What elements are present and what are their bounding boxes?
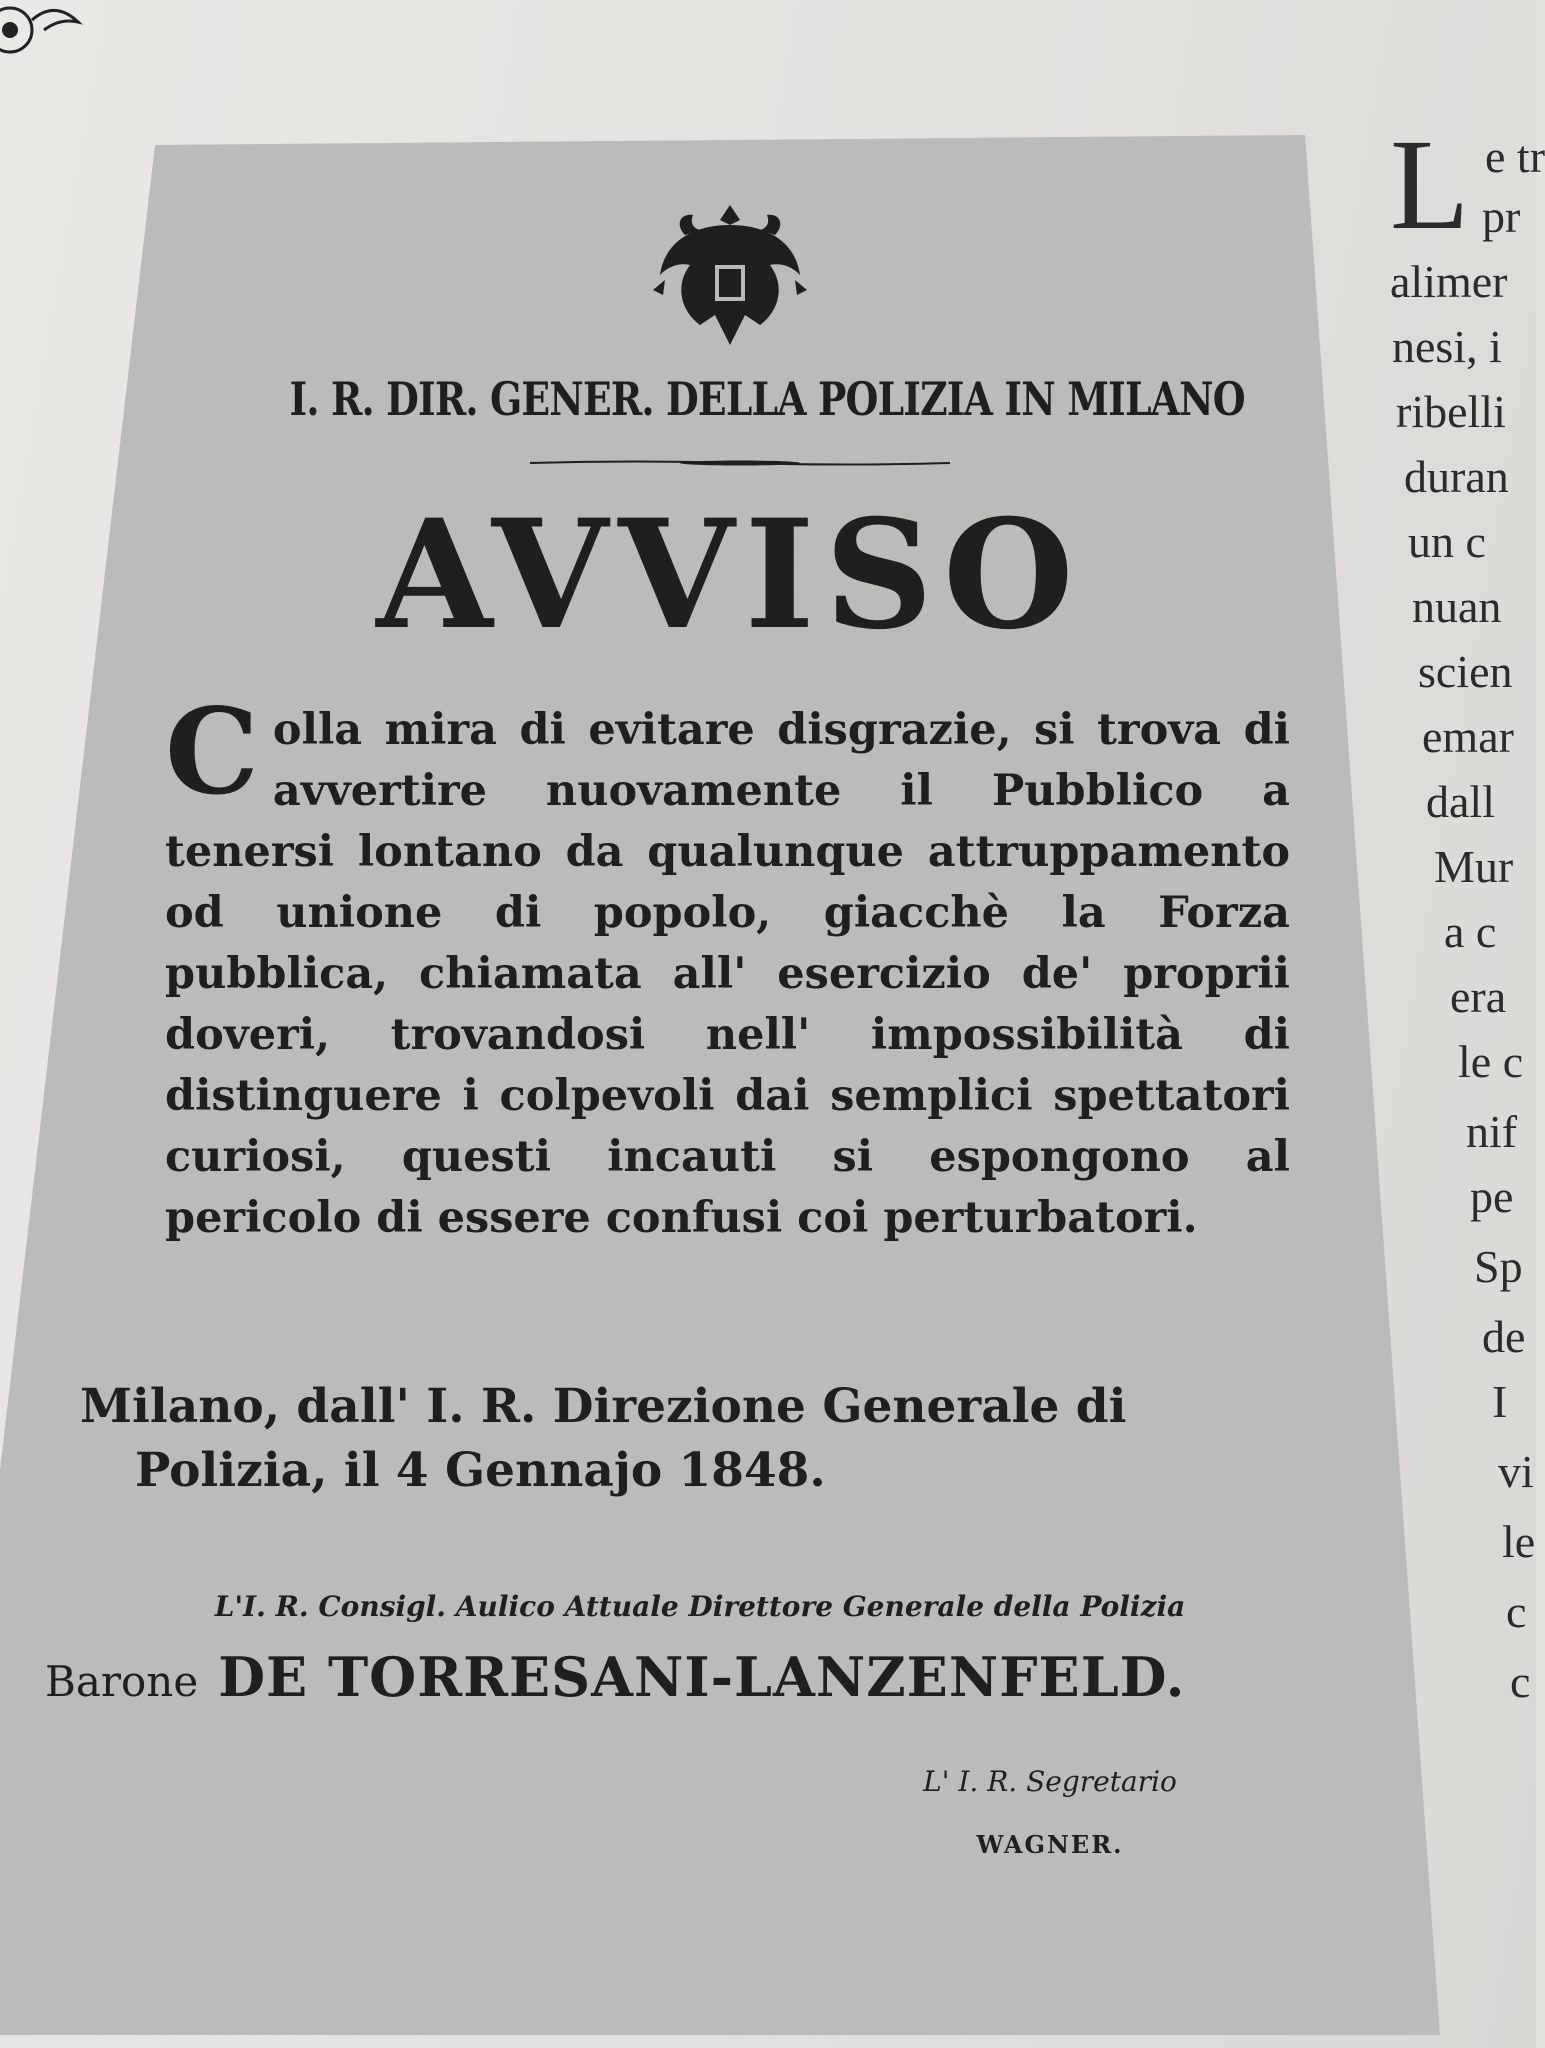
body-dropcap: C [165, 682, 259, 821]
side-line: de [1482, 1311, 1526, 1362]
side-line: vi [1498, 1446, 1534, 1497]
signer-prefix: Barone [45, 1657, 199, 1706]
side-line: le c [1458, 1036, 1524, 1087]
side-line: pr [1482, 191, 1521, 242]
poster-title: AVVISO [376, 487, 1084, 663]
side-line: alimer [1390, 256, 1508, 307]
side-line: ribelli [1396, 386, 1506, 437]
side-line: un c [1408, 516, 1486, 567]
signer-name: DE TORRESANI-LANZENFELD. [218, 1645, 1186, 1709]
side-line: c [1506, 1586, 1527, 1637]
side-line: c [1510, 1656, 1531, 1707]
double-headed-eagle-icon [645, 195, 815, 365]
adjacent-text-column [1370, 113, 1545, 2048]
poster-header: I. R. DIR. GENER. DELLA POLIZIA IN MILANO [289, 372, 1245, 426]
side-line: era [1450, 971, 1507, 1022]
side-line: I [1492, 1376, 1508, 1427]
secretary-name: WAGNER. [976, 1830, 1124, 1859]
poster-body [165, 682, 1290, 1249]
official-title: L'I. R. Consigl. Aulico Attuale Direttore Generale della Polizia [214, 1590, 1186, 1623]
side-line: e tr [1485, 131, 1545, 182]
side-line: scien [1418, 646, 1513, 697]
side-line: le [1502, 1516, 1536, 1567]
side-line: Mur [1434, 841, 1514, 892]
side-line: duran [1404, 451, 1509, 502]
side-line: nesi, i [1392, 321, 1502, 372]
side-line: pe [1470, 1171, 1514, 1222]
side-dropcap: L [1390, 113, 1470, 257]
date-line-2: Polizia, il 4 Gennajo 1848. [135, 1443, 826, 1498]
decorative-rule [530, 460, 950, 466]
secretary-title: L' I. R. Segretario [923, 1765, 1177, 1798]
body-text: olla mira di evitare disgrazie, si trova di avvertire nuovamente il Pubblico a tenersi lontano da qualunque attruppamento od unione di popolo, giacchè la Forza pubblica, chiamata all' esercizio de' proprii doveri, trovandosi nell' impossibilità di distinguere i colpevoli dai semplici spettatori curiosi, questi incauti si espongono al pericolo di essere confusi coi perturbatori. [165, 705, 1290, 1243]
side-line: dall [1426, 776, 1495, 827]
date-line-1: Milano, dall' I. R. Direzione Generale di [80, 1379, 1127, 1434]
side-line: nuan [1412, 581, 1502, 632]
signer [45, 1645, 1305, 1709]
side-line: nif [1466, 1106, 1518, 1157]
side-line: emar [1422, 711, 1514, 762]
side-line: a c [1444, 906, 1497, 957]
poster-date-block [80, 1375, 1300, 1503]
side-line: Sp [1474, 1241, 1523, 1292]
